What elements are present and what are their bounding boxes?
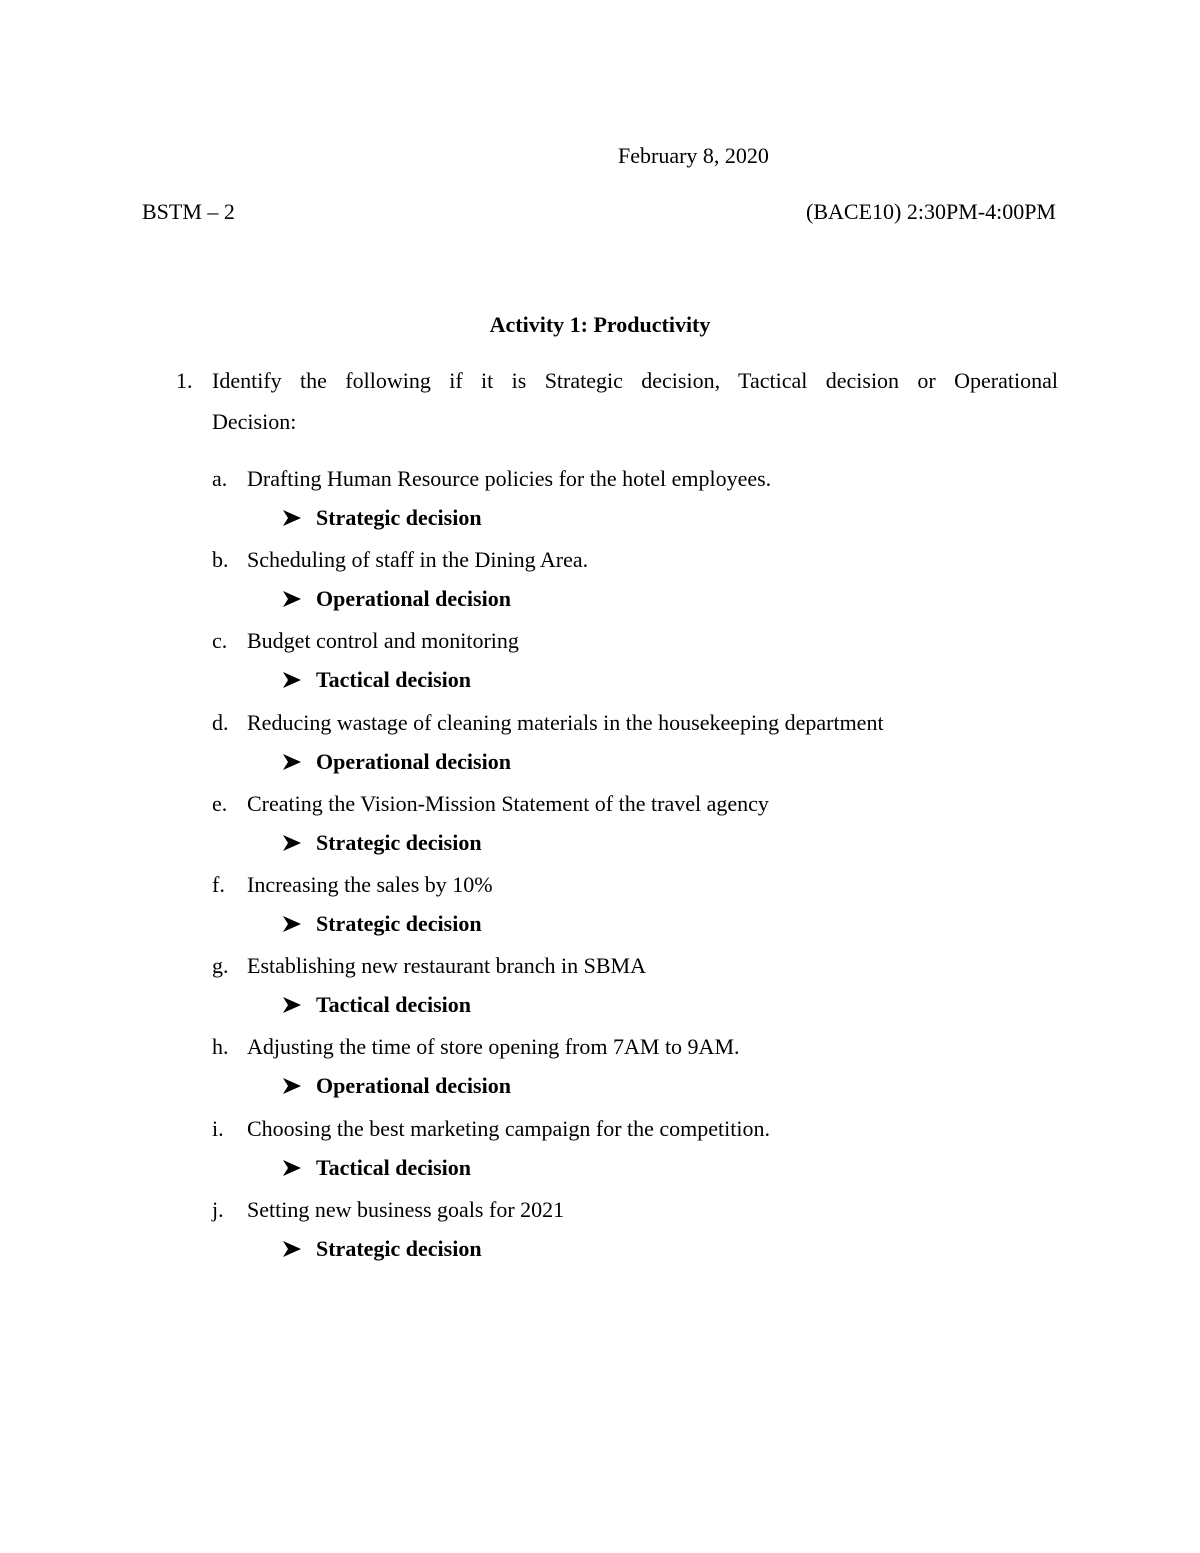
item-text: Creating the Vision-Mission Statement of the travel agency: [247, 790, 769, 816]
item-letter: e.: [212, 790, 228, 816]
item-text: Choosing the best marketing campaign for the competition.: [247, 1115, 770, 1141]
answer-label: Tactical decision: [316, 992, 472, 1018]
answer-label: Strategic decision: [316, 505, 482, 530]
answer-label: Strategic decision: [316, 829, 482, 855]
item-letter: b.: [212, 547, 229, 573]
arrow-bullet-icon: [282, 912, 302, 930]
item-text: Increasing the sales by 10%: [247, 872, 493, 897]
arrow-bullet-icon: [282, 993, 302, 1011]
answer-label: Tactical decision: [316, 1154, 472, 1180]
arrow-bullet-icon: [282, 668, 302, 686]
answer-label: Operational decision: [316, 1073, 511, 1099]
item-text: Establishing new restaurant branch in SBMA: [247, 953, 646, 979]
answer-label: Strategic decision: [316, 1235, 482, 1261]
arrow-bullet-icon: [282, 1237, 302, 1255]
answer-label: Operational decision: [316, 748, 511, 774]
answer-label: Strategic decision: [316, 911, 482, 936]
item-letter: i.: [212, 1115, 224, 1141]
arrow-bullet-icon: [282, 587, 302, 605]
arrow-bullet-icon: [282, 750, 302, 768]
arrow-bullet-icon: [282, 506, 302, 524]
item-letter: a.: [212, 466, 228, 491]
question-text-continued: Decision:: [212, 409, 297, 434]
class-section: BSTM – 2: [142, 199, 235, 224]
item-answer: [282, 829, 482, 857]
item-answer: [282, 585, 511, 613]
item-answer: [282, 1154, 471, 1182]
item-letter: f.: [212, 872, 225, 897]
class-schedule: (BACE10) 2:30PM-4:00PM: [806, 199, 1056, 224]
item-answer: [282, 1072, 511, 1100]
answer-label: Tactical decision: [316, 667, 472, 693]
item-text: Scheduling of staff in the Dining Area.: [247, 547, 589, 573]
question-text: Identify the following if it is Strategic decision, Tactical decision or Operational: [212, 368, 1058, 393]
arrow-bullet-icon: [282, 1074, 302, 1092]
activity-title: Activity 1: Productivity: [489, 312, 711, 337]
item-letter: h.: [212, 1034, 229, 1060]
item-text: Adjusting the time of store opening from 7AM to 9AM.: [247, 1034, 740, 1060]
item-answer: [282, 504, 482, 532]
item-text: Drafting Human Resource policies for the hotel employees.: [247, 466, 772, 491]
item-answer: [282, 991, 471, 1019]
item-letter: j.: [212, 1196, 224, 1222]
item-letter: d.: [212, 709, 229, 735]
item-letter: c.: [212, 628, 228, 654]
item-answer: [282, 1235, 482, 1263]
arrow-bullet-icon: [282, 1156, 302, 1174]
item-text: Reducing wastage of cleaning materials in the housekeeping department: [247, 709, 884, 735]
document-date: February 8, 2020: [618, 143, 769, 168]
arrow-bullet-icon: [282, 831, 302, 849]
answer-label: Operational decision: [316, 586, 511, 612]
item-answer: [282, 666, 471, 694]
item-letter: g.: [212, 953, 229, 979]
item-text: Budget control and monitoring: [247, 628, 519, 654]
item-text: Setting new business goals for 2021: [247, 1196, 565, 1222]
item-answer: [282, 910, 482, 938]
item-answer: [282, 748, 511, 776]
question-number: 1.: [176, 368, 193, 393]
